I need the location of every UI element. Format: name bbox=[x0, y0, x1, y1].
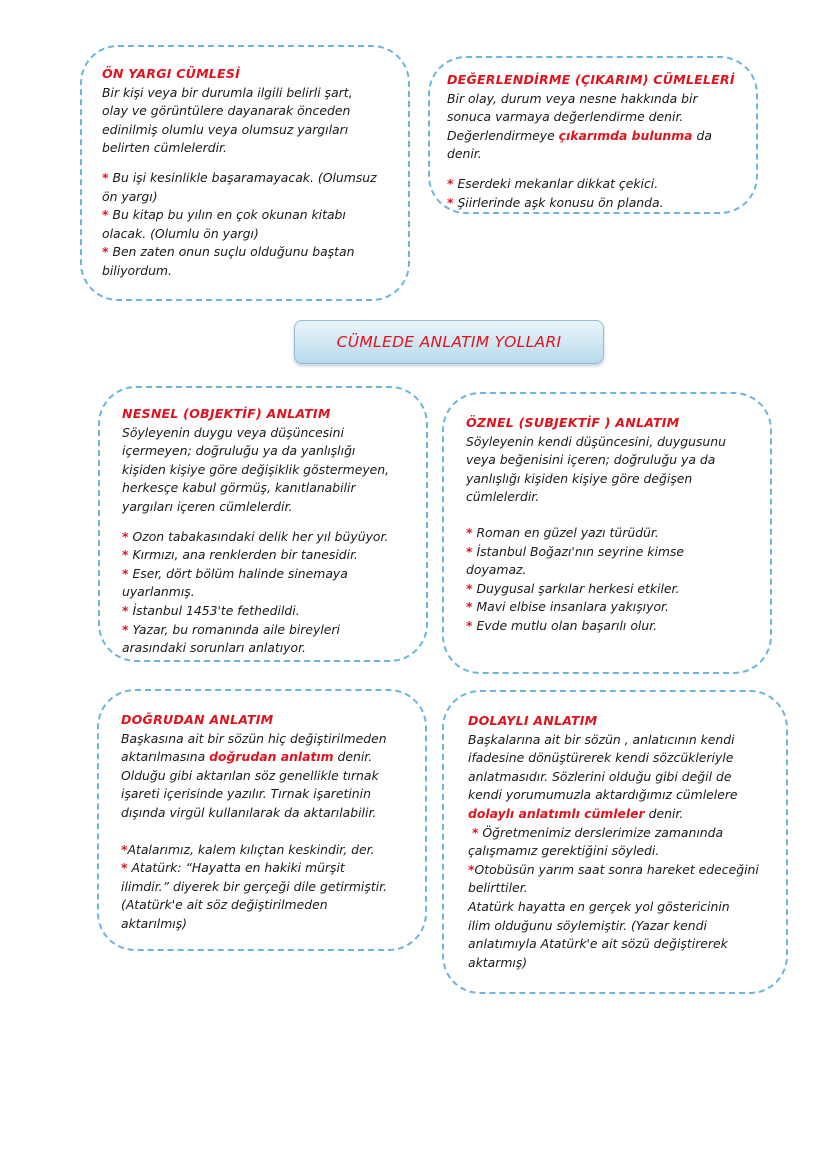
example-item: * Eser, dört bölüm halinde sinemaya bbox=[122, 565, 348, 581]
example-item: * Eserdeki mekanlar dikkat çekici. bbox=[447, 175, 659, 191]
example-item: * Ozon tabakasındaki delik her yıl büyüyor. bbox=[122, 528, 389, 544]
nesnel-line: içermeyen; doğruluğu ya da yanlışlığı bbox=[122, 443, 356, 459]
oznel-title: ÖZNEL (SUBJEKTİF ) ANLATIM bbox=[466, 415, 680, 430]
banner-title: CÜMLEDE ANLATIM YOLLARI bbox=[336, 333, 562, 351]
example-item: * Şiirlerinde aşk konusu ön planda. bbox=[447, 194, 664, 210]
asterisk-icon: * bbox=[121, 841, 128, 857]
dolayli-line: anlatmasıdır. Sözlerini olduğu gibi değil de bbox=[468, 768, 732, 784]
degerlendirme-line: Değerlendirmeye çıkarımda bulunma da denir. bbox=[447, 127, 712, 162]
dolayli-line: ifadesine dönüştürerek kendi sözcükleriyle bbox=[468, 750, 734, 766]
example-item-cont: uyarlanmış. bbox=[122, 584, 195, 600]
asterisk-icon: * bbox=[466, 580, 473, 596]
example-item-cont: çalışmamız gerektiğini söyledi. bbox=[468, 843, 660, 859]
example-item: *Otobüsün yarım saat sonra hareket edeceğini bbox=[468, 861, 759, 877]
nesnel-line: Söyleyenin duygu veya düşüncesini bbox=[122, 424, 344, 440]
highlight-term: doğrudan anlatım bbox=[209, 749, 334, 765]
example-item: * Atatürk: “Hayatta en hakiki mürşit bbox=[121, 860, 345, 876]
asterisk-icon: * bbox=[122, 528, 129, 544]
example-item: * Roman en güzel yazı türüdür. bbox=[466, 524, 659, 540]
example-item: * Öğretmenimiz derslerimize zamanında bbox=[471, 824, 724, 840]
oznel-line: Söyleyenin kendi düşüncesini, duygusunu bbox=[466, 433, 726, 449]
asterisk-icon: * bbox=[466, 543, 473, 559]
highlight-term: çıkarımda bulunma bbox=[558, 127, 693, 143]
oznel-card bbox=[442, 392, 772, 674]
highlight-term: dolaylı anlatımlı cümleler bbox=[468, 805, 645, 821]
nesnel-line: yargıları içeren cümlelerdir. bbox=[122, 498, 293, 514]
degerlendirme-card bbox=[428, 56, 758, 214]
example-item-cont: ön yargı) bbox=[102, 188, 158, 204]
dolayli-tail: Atatürk hayatta en gerçek yol göstericinin bbox=[468, 898, 730, 914]
asterisk-icon: * bbox=[447, 194, 454, 210]
example-item: * Kırmızı, ana renklerden bir tanesidir. bbox=[122, 547, 358, 563]
section-banner bbox=[294, 320, 604, 364]
asterisk-icon: * bbox=[121, 860, 128, 876]
asterisk-icon: * bbox=[122, 621, 129, 637]
example-item-cont: doyamaz. bbox=[466, 562, 527, 578]
dolayli-title: DOLAYLI ANLATIM bbox=[468, 713, 598, 728]
on-yargi-title: ÖN YARGI CÜMLESİ bbox=[102, 66, 240, 81]
dogrudan-line: aktarılmasına doğrudan anlatım denir. bbox=[121, 749, 373, 765]
asterisk-icon: * bbox=[122, 565, 129, 581]
nesnel-card bbox=[98, 386, 428, 662]
example-item: *Atalarımız, kalem kılıçtan keskindir, der. bbox=[121, 841, 375, 857]
dolayli-tail: aktarmış) bbox=[468, 954, 528, 970]
example-item: * İstanbul Boğazı'nın seyrine kimse bbox=[466, 543, 685, 559]
asterisk-icon: * bbox=[468, 861, 475, 877]
nesnel-line: kişiden kişiye göre değişiklik göstermeyen, bbox=[122, 461, 390, 477]
oznel-line: veya beğenisini içeren; doğruluğu ya da bbox=[466, 452, 716, 468]
oznel-line: yanlışlığı kişiden kişiye göre değişen bbox=[466, 470, 693, 486]
on-yargi-line: Bir kişi veya bir durumla ilgili belirli şart, bbox=[102, 84, 353, 100]
example-item: * Ben zaten onun suçlu olduğunu baştan bbox=[102, 244, 355, 260]
example-item: * İstanbul 1453'te fethedildi. bbox=[122, 602, 300, 618]
dogrudan-card bbox=[97, 689, 427, 951]
on-yargi-line: olay ve görüntülere dayanarak önceden bbox=[102, 103, 351, 119]
asterisk-icon: * bbox=[466, 599, 473, 615]
asterisk-icon: * bbox=[447, 175, 454, 191]
on-yargi-line: edinilmiş olumlu veya olumsuz yargıları bbox=[102, 121, 349, 137]
degerlendirme-title: DEĞERLENDİRME (ÇIKARIM) CÜMLELERİ bbox=[447, 72, 735, 87]
oznel-line: cümlelerdir. bbox=[466, 489, 540, 505]
degerlendirme-line: sonuca varmaya değerlendirme denir. bbox=[447, 109, 684, 125]
on-yargi-card bbox=[80, 45, 410, 301]
nesnel-line: herkesçe kabul görmüş, kanıtlanabilir bbox=[122, 480, 356, 496]
asterisk-icon: * bbox=[466, 524, 473, 540]
asterisk-icon: * bbox=[466, 617, 473, 633]
asterisk-icon: * bbox=[122, 547, 129, 563]
asterisk-icon: * bbox=[471, 824, 479, 840]
example-item: * Bu işi kesinlikle başaramayacak. (Olumsuz bbox=[102, 169, 377, 185]
dolayli-line: kendi yorumumuzla aktardığımız cümlelere bbox=[468, 787, 738, 803]
example-item: * Evde mutlu olan başarılı olur. bbox=[466, 617, 658, 633]
nesnel-title: NESNEL (OBJEKTİF) ANLATIM bbox=[122, 406, 331, 421]
example-item: * Yazar, bu romanında aile bireyleri bbox=[122, 621, 340, 637]
example-item-cont: (Atatürk'e ait söz değiştirilmeden bbox=[121, 897, 328, 913]
on-yargi-line: belirten cümlelerdir. bbox=[102, 140, 227, 156]
example-item-cont: arasındaki sorunları anlatıyor. bbox=[122, 640, 306, 656]
asterisk-icon: * bbox=[102, 244, 109, 260]
example-item: * Mavi elbise insanlara yakışıyor. bbox=[466, 599, 669, 615]
example-item-cont: olacak. (Olumlu ön yargı) bbox=[102, 225, 259, 241]
dogrudan-line: Başkasına ait bir sözün hiç değiştirilmeden bbox=[121, 730, 387, 746]
dolayli-line: dolaylı anlatımlı cümleler denir. bbox=[468, 805, 684, 821]
dolayli-card bbox=[442, 690, 788, 994]
asterisk-icon: * bbox=[102, 169, 109, 185]
asterisk-icon: * bbox=[102, 207, 109, 223]
example-item-cont: aktarılmış) bbox=[121, 915, 188, 931]
dogrudan-line: dışında virgül kullanılarak da aktarılabilir. bbox=[121, 804, 377, 820]
dolayli-tail: anlatımıyla Atatürk'e ait sözü değiştirerek bbox=[468, 936, 728, 952]
example-item-cont: biliyordum. bbox=[102, 262, 172, 278]
dogrudan-line: işareti içerisinde yazılır. Tırnak işaretinin bbox=[121, 786, 371, 802]
dolayli-tail: ilim olduğunu söylemiştir. (Yazar kendi bbox=[468, 917, 707, 933]
example-item-cont: ilimdir.” diyerek bir gerçeği dile getirmiştir. bbox=[121, 878, 388, 894]
dolayli-line: Başkalarına ait bir sözün , anlatıcının kendi bbox=[468, 731, 735, 747]
example-item: * Duygusal şarkılar herkesi etkiler. bbox=[466, 580, 680, 596]
example-item-cont: belirttiler. bbox=[468, 880, 528, 896]
asterisk-icon: * bbox=[122, 602, 129, 618]
dogrudan-line: Olduğu gibi aktarılan söz genellikle tırnak bbox=[121, 767, 379, 783]
dogrudan-title: DOĞRUDAN ANLATIM bbox=[121, 712, 274, 727]
example-item: * Bu kitap bu yılın en çok okunan kitabı bbox=[102, 207, 346, 223]
degerlendirme-line: Bir olay, durum veya nesne hakkında bir bbox=[447, 90, 698, 106]
